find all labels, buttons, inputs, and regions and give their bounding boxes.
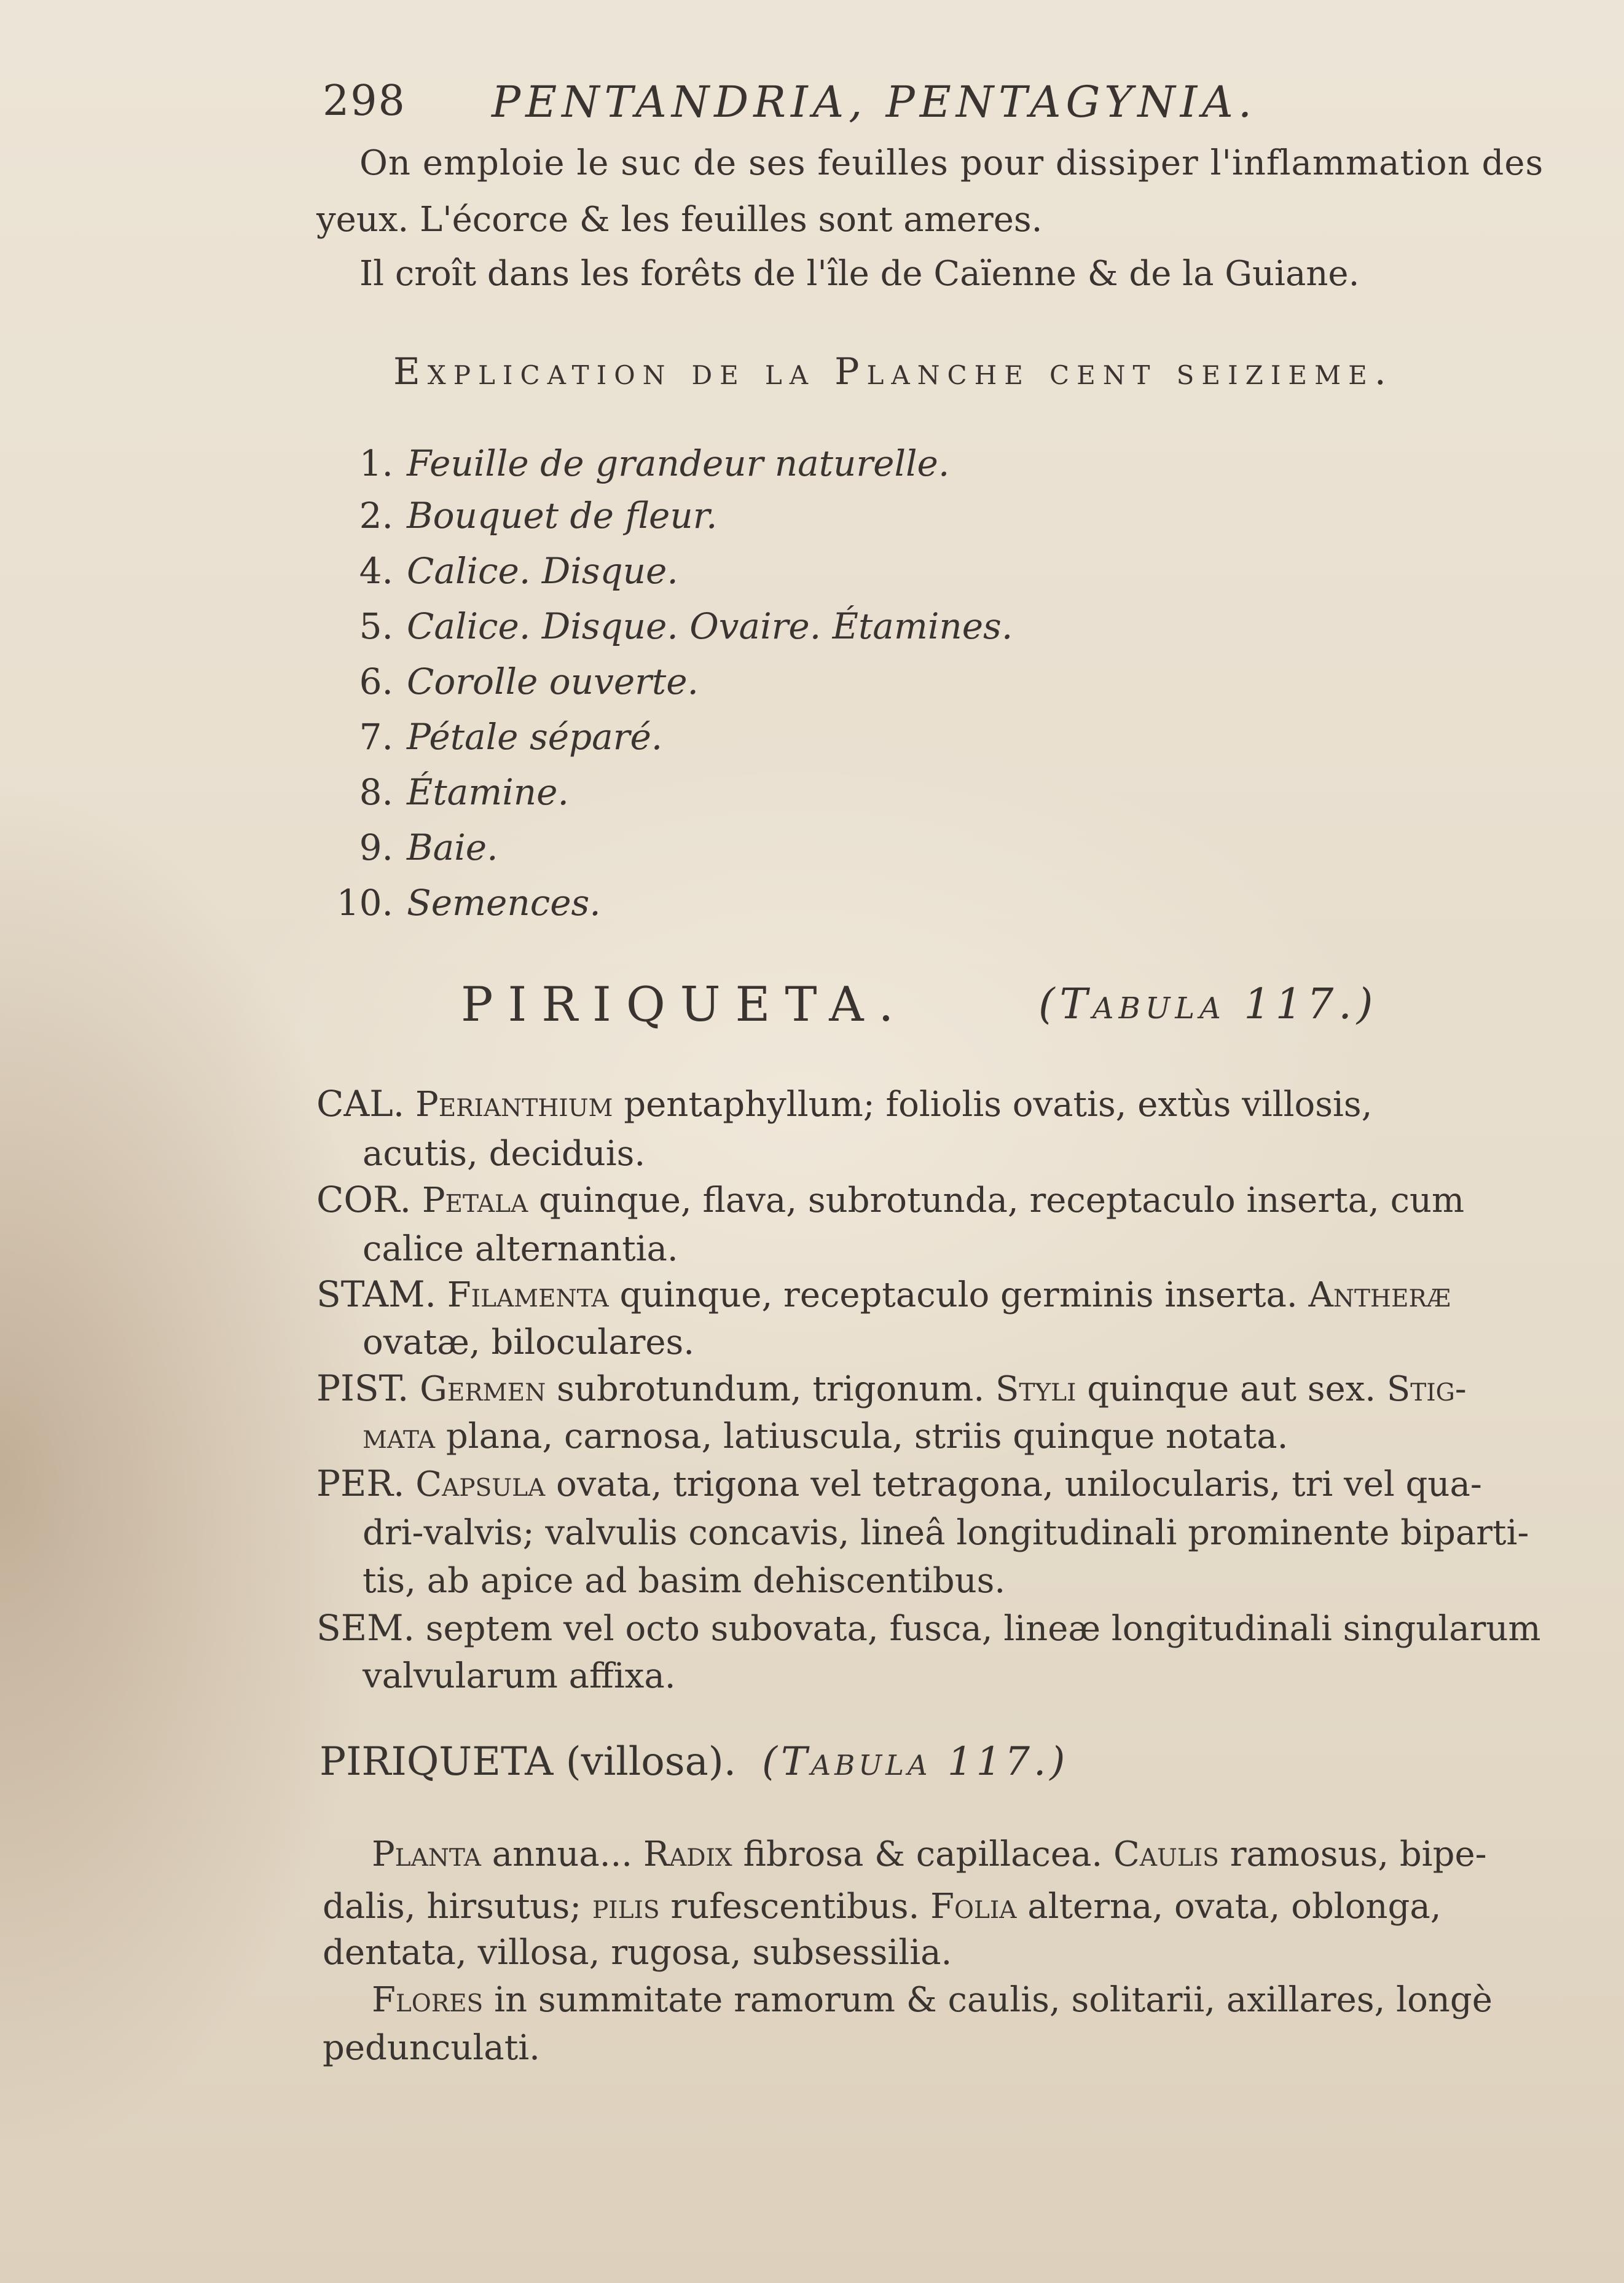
species-line: dentata, villosa, rugosa, subsessilia. (323, 1933, 952, 1973)
plate-item-number: 7. (359, 716, 393, 758)
description-term: pilis (592, 1887, 660, 1927)
plate-item-text: Feuille de grandeur naturelle. (407, 442, 950, 484)
species-line: pedunculati. (323, 2028, 540, 2068)
description-text: ovata, trigona vel tetragona, unilocularis, tri vel qua- (556, 1464, 1482, 1504)
description-term: Styli (995, 1369, 1077, 1409)
plate-item (332, 661, 699, 702)
description-line (363, 1417, 1288, 1456)
plate-item (332, 550, 678, 592)
description-text: fibrosa & capillacea. (743, 1834, 1103, 1874)
description-text: quinque aut sex. (1087, 1369, 1376, 1409)
plate-explanation-heading: Explication de la Planche cent seizieme. (393, 350, 1394, 393)
species-line (372, 1980, 1493, 2020)
species-line (323, 1887, 1442, 1927)
plate-item (332, 605, 1013, 647)
plate-item (332, 882, 601, 924)
description-line (316, 1083, 1372, 1125)
genus-title: PIRIQUETA. (461, 977, 909, 1032)
description-text: pentaphyllum; foliolis ovatis, extùs villosis, (624, 1085, 1373, 1125)
description-term: Flores (372, 1980, 484, 2020)
description-term: Folia (930, 1887, 1017, 1927)
intro-line-1: On emploie le suc de ses feuilles pour dissiper l'inflammation des (359, 143, 1544, 183)
description-term: Caulis (1113, 1834, 1219, 1874)
plate-item (332, 771, 569, 813)
plate-item (332, 442, 949, 484)
species-line (372, 1834, 1487, 1874)
species-title: PIRIQUETA (villosa). (320, 1739, 737, 1785)
description-line (316, 1367, 1467, 1409)
intro-line-3: Il croît dans les forêts de l'île de Caïenne & de la Guiane. (359, 254, 1360, 294)
plate-item-number: 10. (336, 882, 393, 924)
description-key: CAL. (316, 1083, 405, 1125)
description-term: Antheræ (1308, 1275, 1451, 1315)
description-line (316, 1463, 1482, 1504)
description-line (316, 1273, 1451, 1315)
description-text: rufescentibus. (670, 1887, 920, 1927)
species-tabula-reference: (Tabula 117.) (762, 1739, 1069, 1785)
description-term: Perianthium (415, 1085, 613, 1125)
plate-item-number: 9. (359, 827, 393, 868)
description-continuation: tis, ab apice ad basim dehiscentibus. (363, 1561, 1006, 1601)
plate-item-number: 4. (359, 550, 393, 592)
plate-item (332, 495, 718, 536)
intro-line-2: yeux. L'écorce & les feuilles sont ameres. (316, 200, 1043, 240)
description-text: subrotundum, trigonum. (557, 1369, 985, 1409)
description-term: Stig- (1386, 1369, 1467, 1409)
description-text: quinque, flava, subrotunda, receptaculo inserta, cum (538, 1181, 1465, 1220)
plate-item-number: 2. (359, 495, 393, 536)
plate-item-number: 6. (359, 661, 393, 702)
description-text: in summitate ramorum & caulis, solitarii, axillares, longè (494, 1980, 1493, 2020)
plate-item-number: 8. (359, 771, 393, 813)
description-key: PER. (316, 1463, 405, 1504)
description-text: septem vel octo subovata, fusca, lineæ longitudinali singularum (425, 1609, 1541, 1649)
description-key: SEM. (316, 1607, 415, 1649)
description-text: plana, carnosa, latiuscula, striis quinque notata. (445, 1417, 1289, 1456)
plate-item (332, 827, 498, 868)
plate-item-number: 1. (359, 442, 393, 484)
description-key: COR. (316, 1179, 412, 1220)
description-term: mata (363, 1417, 436, 1456)
plate-item-text: Corolle ouverte. (407, 661, 699, 702)
description-continuation: calice alternantia. (363, 1229, 678, 1269)
description-term: Planta (372, 1834, 481, 1874)
running-head: PENTANDRIA, PENTAGYNIA. (492, 77, 1257, 127)
description-term: Capsula (415, 1464, 546, 1504)
description-continuation: dri-valvis; valvulis concavis, lineâ longitudinali prominente biparti- (363, 1513, 1529, 1553)
plate-item-text: Bouquet de fleur. (407, 495, 718, 536)
description-continuation: ovatæ, biloculares. (363, 1322, 695, 1362)
description-continuation: acutis, deciduis. (363, 1134, 646, 1174)
plate-item-text: Semences. (407, 882, 601, 924)
description-continuation: valvularum affixa. (363, 1656, 676, 1696)
plate-item (332, 716, 662, 758)
plate-item-text: Pétale séparé. (407, 716, 663, 758)
plate-item-text: Calice. Disque. Ovaire. Étamines. (407, 605, 1013, 647)
description-term: Petala (422, 1181, 528, 1220)
description-text: dalis, hirsutus; (323, 1887, 582, 1927)
plate-item-text: Calice. Disque. (407, 550, 678, 592)
description-key: STAM. (316, 1273, 436, 1315)
description-line (316, 1179, 1464, 1220)
page-number: 298 (323, 77, 406, 125)
description-line (316, 1607, 1541, 1649)
genus-tabula-reference: (Tabula 117.) (1038, 980, 1378, 1029)
description-term: Germen (420, 1369, 546, 1409)
plate-item-text: Baie. (407, 827, 498, 868)
description-text: alterna, ovata, oblonga, (1027, 1887, 1442, 1927)
description-term: Radix (643, 1834, 732, 1874)
description-text: annua... (492, 1834, 633, 1874)
plate-item-number: 5. (359, 605, 393, 647)
plate-item-text: Étamine. (407, 771, 569, 813)
description-text: ramosus, bipe- (1230, 1834, 1487, 1874)
description-term: Filamenta (447, 1275, 609, 1315)
description-text: quinque, receptaculo germinis inserta. (619, 1275, 1298, 1315)
description-key: PIST. (316, 1367, 409, 1409)
